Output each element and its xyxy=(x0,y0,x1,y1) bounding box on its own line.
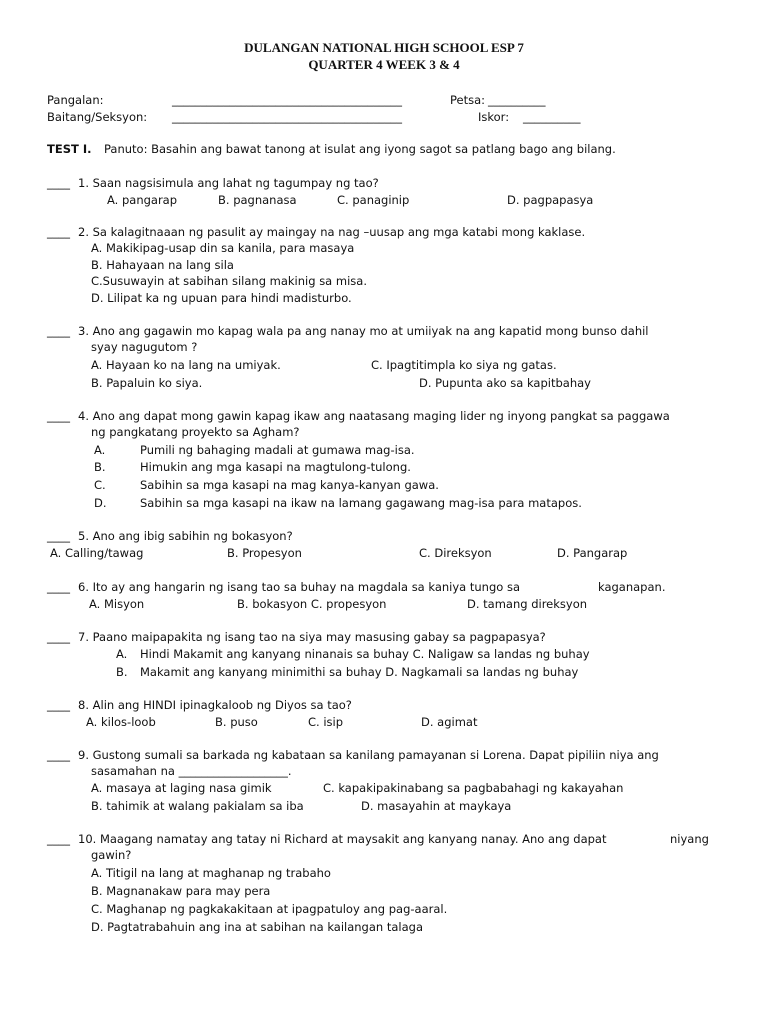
q1-choice-c: C. panaginip xyxy=(337,193,410,207)
question-10-cont: gawin? xyxy=(91,848,132,862)
question-6-end: kaganapan. xyxy=(598,580,666,594)
question-6: 6. Ito ay ang hangarin ng isang tao sa buhay na magdala sa kaniya tungo sa xyxy=(78,580,520,594)
answer-blank: ____ xyxy=(47,580,70,594)
answer-blank: ____ xyxy=(47,324,70,338)
question-3: 3. Ano ang gagawin mo kapag wala pa ang nanay mo at umiiyak na ang kapatid mong bunso dahil xyxy=(78,324,649,338)
q6-choice-d: D. tamang direksyon xyxy=(467,597,588,611)
q4-choice-a: Pumili ng bahaging madali at gumawa mag-isa. xyxy=(140,443,415,457)
q10-choice-c: C. Maghanap ng pagkakakitaan at ipagpatuloy ang pag-aaral. xyxy=(91,902,448,916)
school-title: DULANGAN NATIONAL HIGH SCHOOL ESP 7 xyxy=(244,40,524,55)
q5-choice-b: B. Propesyon xyxy=(227,546,302,560)
question-10-end: niyang xyxy=(670,832,709,846)
question-7: 7. Paano maipapakita ng isang tao na siya may masusing gabay sa pagpapasya? xyxy=(78,630,546,644)
instructions-text: Panuto: Basahin ang bawat tanong at isulat ang iyong sagot sa patlang bago ang bilang. xyxy=(104,142,616,156)
score-line: __________ xyxy=(523,110,581,124)
question-9-cont: sasamahan na ___________________. xyxy=(91,764,292,778)
answer-blank: ____ xyxy=(47,409,70,423)
q1-choice-d: D. pagpapasya xyxy=(507,193,594,207)
date-label: Petsa: xyxy=(450,93,486,107)
q9-choice-b: B. tahimik at walang pakialam sa iba xyxy=(91,799,304,813)
question-8: 8. Alin ang HINDI ipinagkaloob ng Diyos sa tao? xyxy=(78,698,352,712)
q3-choice-b: B. Papaluin ko siya. xyxy=(91,376,203,390)
question-10: 10. Maagang namatay ang tatay ni Richard at maysakit ang kanyang nanay. Ano ang dapat xyxy=(78,832,607,846)
q1-choice-b: B. pagnanasa xyxy=(218,193,297,207)
q4-choice-c: Sabihin sa mga kasapi na mag kanya-kanyan gawa. xyxy=(140,478,439,492)
q6-choice-a: A. Misyon xyxy=(89,597,145,611)
q7-choice-b: Makamit ang kanyang minimithi sa buhay D. Nagkamali sa landas ng buhay xyxy=(140,665,579,679)
q3-choice-d: D. Pupunta ako sa kapitbahay xyxy=(419,376,591,390)
q5-choice-a: A. Calling/tawag xyxy=(50,546,144,560)
question-3-cont: syay nagugutom ? xyxy=(91,340,198,354)
q10-choice-d: D. Pagtatrabahuin ang ina at sabihan na kailangan talaga xyxy=(91,920,423,934)
name-label: Pangalan: xyxy=(47,93,104,107)
q5-choice-c: C. Direksyon xyxy=(419,546,492,560)
answer-blank: ____ xyxy=(47,176,70,190)
answer-blank: ____ xyxy=(47,225,70,239)
answer-blank: ____ xyxy=(47,748,70,762)
q4-letter-b: B. xyxy=(94,460,106,474)
q9-choice-c: C. kapakipakinabang sa pagbabahagi ng kakayahan xyxy=(323,781,624,795)
question-9: 9. Gustong sumali sa barkada ng kabataan sa kanilang pamayanan si Lorena. Dapat pipiliin niya ang xyxy=(78,748,659,762)
q10-choice-a: A. Titigil na lang at maghanap ng trabaho xyxy=(91,866,331,880)
section-label: Baitang/Seksyon: xyxy=(47,110,148,124)
q9-choice-d: D. masayahin at maykaya xyxy=(361,799,512,813)
q2-choice-c: C.Susuwayin at sabihan silang makinig sa misa. xyxy=(91,274,367,288)
answer-blank: ____ xyxy=(47,698,70,712)
question-4: 4. Ano ang dapat mong gawin kapag ikaw ang naatasang maging lider ng inyong pangkat sa paggawa xyxy=(78,409,670,423)
q5-choice-d: D. Pangarap xyxy=(557,546,628,560)
q8-choice-d: D. agimat xyxy=(421,715,478,729)
q3-choice-c: C. Ipagtitimpla ko siya ng gatas. xyxy=(371,358,557,372)
answer-blank: ____ xyxy=(47,630,70,644)
test-label: TEST I. xyxy=(47,142,92,156)
quarter-title: QUARTER 4 WEEK 3 & 4 xyxy=(308,57,460,72)
q4-choice-d: Sabihin sa mga kasapi na ikaw na lamang gagawang mag-isa para matapos. xyxy=(140,496,582,510)
q6-choice-bc: B. bokasyon C. propesyon xyxy=(237,597,387,611)
q7-letter-b: B. xyxy=(116,665,128,679)
q4-letter-a: A. xyxy=(94,443,106,457)
q4-letter-c: C. xyxy=(94,478,106,492)
q4-choice-b: Himukin ang mga kasapi na magtulong-tulong. xyxy=(140,460,411,474)
q1-choice-a: A. pangarap xyxy=(107,193,178,207)
question-4-cont: ng pangkatang proyekto sa Agham? xyxy=(91,425,300,439)
q2-choice-a: A. Makikipag-usap din sa kanila, para masaya xyxy=(91,241,355,255)
q4-letter-d: D. xyxy=(94,496,107,510)
q3-choice-a: A. Hayaan ko na lang na umiyak. xyxy=(91,358,281,372)
q7-letter-a: A. xyxy=(116,647,128,661)
question-5: 5. Ano ang ibig sabihin ng bokasyon? xyxy=(78,529,293,543)
q8-choice-c: C. isip xyxy=(308,715,344,729)
date-line: __________ xyxy=(488,93,546,107)
question-2: 2. Sa kalagitnaaan ng pasulit ay maingay na nag –uusap ang mga katabi mong kaklase. xyxy=(78,225,586,239)
q9-choice-a: A. masaya at laging nasa gimik xyxy=(91,781,272,795)
section-line: ________________________________________ xyxy=(172,110,402,124)
q8-choice-a: A. kilos-loob xyxy=(86,715,156,729)
answer-blank: ____ xyxy=(47,832,70,846)
q2-choice-b: B. Hahayaan na lang sila xyxy=(91,258,234,272)
score-label: Iskor: xyxy=(478,110,510,124)
q2-choice-d: D. Lilipat ka ng upuan para hindi madisturbo. xyxy=(91,291,352,305)
question-1: 1. Saan nagsisimula ang lahat ng tagumpay ng tao? xyxy=(78,176,379,190)
name-line: ________________________________________ xyxy=(172,93,402,107)
q8-choice-b: B. puso xyxy=(215,715,258,729)
answer-blank: ____ xyxy=(47,529,70,543)
q7-choice-a: Hindi Makamit ang kanyang ninanais sa buhay C. Naligaw sa landas ng buhay xyxy=(140,647,590,661)
q10-choice-b: B. Magnanakaw para may pera xyxy=(91,884,271,898)
